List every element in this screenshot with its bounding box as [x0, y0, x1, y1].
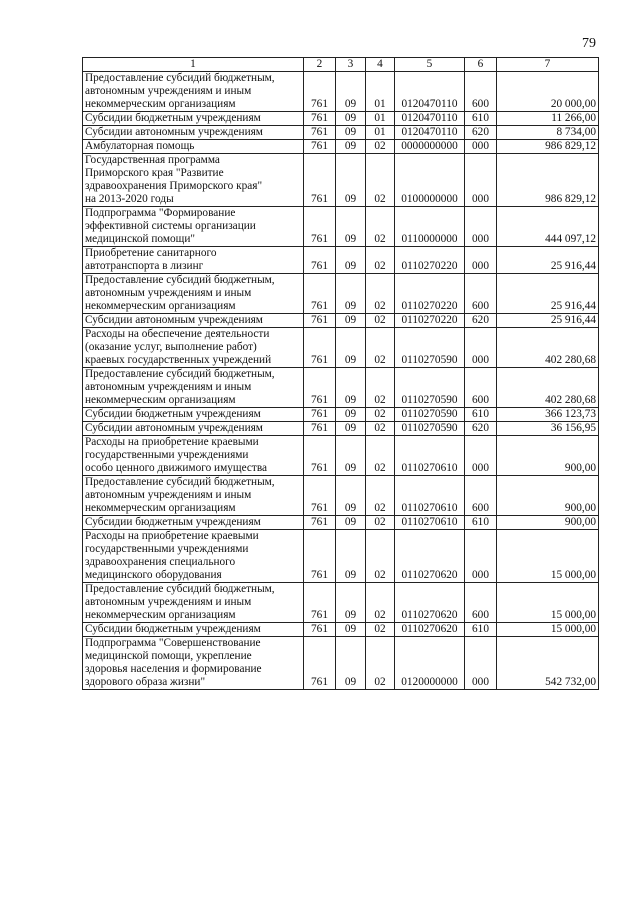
section-code-cell: 09: [336, 72, 366, 112]
target-article-cell: 0120470110: [395, 72, 465, 112]
expense-type-cell: 000: [465, 328, 497, 368]
expense-name-line: автономным учреждениям и иным: [85, 489, 252, 501]
target-article-cell: 0120470110: [395, 126, 465, 140]
expense-name-line: Субсидии автономным учреждениям: [85, 126, 263, 138]
expense-name-line: некоммерческим организациям: [85, 300, 236, 312]
expense-name-line: некоммерческим организациям: [85, 98, 236, 110]
expense-type-cell: 620: [465, 126, 497, 140]
table-body: [83, 72, 599, 690]
expense-name-cell: [83, 207, 304, 247]
ministry-code-cell: 761: [304, 328, 336, 368]
ministry-code-cell: 761: [304, 583, 336, 623]
subsection-code-cell: 02: [366, 530, 395, 583]
expense-name-cell: [83, 140, 304, 154]
table-row: [83, 623, 599, 637]
expense-type-cell: 000: [465, 154, 497, 207]
amount-cell: 15 000,00: [497, 583, 599, 623]
table-row: [83, 583, 599, 623]
ministry-code-cell: 761: [304, 247, 336, 274]
subsection-code-cell: 02: [366, 583, 395, 623]
ministry-code-cell: 761: [304, 476, 336, 516]
amount-cell: 986 829,12: [497, 140, 599, 154]
expense-name-line: Субсидии бюджетным учреждениям: [85, 516, 261, 528]
subsection-code-cell: 02: [366, 207, 395, 247]
expense-name-line: медицинской помощи": [85, 233, 196, 245]
section-code-cell: 09: [336, 154, 366, 207]
target-article-cell: 0110270220: [395, 314, 465, 328]
expense-type-cell: 000: [465, 436, 497, 476]
target-article-cell: 0120000000: [395, 637, 465, 690]
expense-name-cell: [83, 637, 304, 690]
table-row: [83, 476, 599, 516]
amount-cell: 15 000,00: [497, 623, 599, 637]
expense-name-line: Предоставление субсидий бюджетным,: [85, 583, 275, 595]
ministry-code-cell: 761: [304, 422, 336, 436]
table-row: [83, 207, 599, 247]
expense-name-cell: [83, 314, 304, 328]
subsection-code-cell: 02: [366, 140, 395, 154]
subsection-code-cell: 02: [366, 623, 395, 637]
section-code-cell: 09: [336, 623, 366, 637]
amount-cell: 402 280,68: [497, 368, 599, 408]
target-article-cell: 0110270220: [395, 247, 465, 274]
expense-name-line: Подпрограмма "Совершенствование: [85, 637, 261, 649]
section-code-cell: 09: [336, 516, 366, 530]
section-code-cell: 09: [336, 408, 366, 422]
expense-name-line: Приморского края "Развитие: [85, 167, 224, 179]
target-article-cell: 0110270590: [395, 328, 465, 368]
amount-cell: 25 916,44: [497, 314, 599, 328]
ministry-code-cell: 761: [304, 112, 336, 126]
expense-name-line: Подпрограмма "Формирование: [85, 207, 236, 219]
page-number: 79: [582, 36, 596, 51]
expense-name-line: автотранспорта в лизинг: [85, 260, 204, 272]
ministry-code-cell: 761: [304, 154, 336, 207]
expense-name-cell: [83, 247, 304, 274]
amount-cell: 542 732,00: [497, 637, 599, 690]
subsection-code-cell: 02: [366, 274, 395, 314]
subsection-code-cell: 01: [366, 112, 395, 126]
table-row: [83, 247, 599, 274]
target-article-cell: 0110270590: [395, 368, 465, 408]
expense-name-line: автономным учреждениям и иным: [85, 596, 252, 608]
ministry-code-cell: 761: [304, 516, 336, 530]
expense-name-line: Государственная программа: [85, 154, 220, 166]
expense-name-cell: [83, 408, 304, 422]
expense-name-line: Субсидии бюджетным учреждениям: [85, 408, 261, 420]
expense-name-cell: [83, 368, 304, 408]
expense-name-line: Субсидии автономным учреждениям: [85, 314, 263, 326]
expense-type-cell: 000: [465, 247, 497, 274]
expense-name-line: Предоставление субсидий бюджетным,: [85, 274, 275, 286]
expense-name-line: некоммерческим организациям: [85, 609, 236, 621]
subsection-code-cell: 02: [366, 516, 395, 530]
expense-type-cell: 610: [465, 112, 497, 126]
subsection-code-cell: 02: [366, 314, 395, 328]
section-code-cell: 09: [336, 247, 366, 274]
column-header-1: 1: [83, 58, 304, 72]
target-article-cell: 0110270610: [395, 516, 465, 530]
amount-cell: 900,00: [497, 436, 599, 476]
expense-type-cell: 000: [465, 530, 497, 583]
expense-type-cell: 610: [465, 516, 497, 530]
column-header-4: 4: [366, 58, 395, 72]
section-code-cell: 09: [336, 476, 366, 516]
column-header-7: 7: [497, 58, 599, 72]
expense-type-cell: 600: [465, 274, 497, 314]
amount-cell: 366 123,73: [497, 408, 599, 422]
target-article-cell: 0110270590: [395, 422, 465, 436]
expense-name-line: здравоохранения специального: [85, 556, 236, 568]
expense-name-line: автономным учреждениям и иным: [85, 381, 252, 393]
section-code-cell: 09: [336, 637, 366, 690]
section-code-cell: 09: [336, 126, 366, 140]
amount-cell: 402 280,68: [497, 328, 599, 368]
expense-name-cell: [83, 112, 304, 126]
expense-name-line: здоровья населения и формирование: [85, 663, 262, 675]
table-row: [83, 422, 599, 436]
budget-table: [82, 57, 599, 690]
amount-cell: 11 266,00: [497, 112, 599, 126]
target-article-cell: 0110270620: [395, 623, 465, 637]
expense-name-line: Субсидии бюджетным учреждениям: [85, 112, 261, 124]
ministry-code-cell: 761: [304, 623, 336, 637]
expense-name-cell: [83, 126, 304, 140]
expense-type-cell: 600: [465, 368, 497, 408]
expense-name-line: краевых государственных учреждений: [85, 354, 272, 366]
expense-name-line: Расходы на приобретение краевыми: [85, 436, 259, 448]
target-article-cell: 0120470110: [395, 112, 465, 126]
expense-name-cell: [83, 623, 304, 637]
target-article-cell: 0110000000: [395, 207, 465, 247]
expense-name-line: особо ценного движимого имущества: [85, 462, 268, 474]
ministry-code-cell: 761: [304, 637, 336, 690]
target-article-cell: 0110270220: [395, 274, 465, 314]
column-header-5: 5: [395, 58, 465, 72]
expense-name-line: Предоставление субсидий бюджетным,: [85, 476, 275, 488]
expense-type-cell: 610: [465, 408, 497, 422]
target-article-cell: 0110270620: [395, 530, 465, 583]
table-row: [83, 72, 599, 112]
expense-name-line: Расходы на обеспечение деятельности: [85, 328, 270, 340]
expense-name-cell: [83, 154, 304, 207]
amount-cell: 20 000,00: [497, 72, 599, 112]
expense-name-line: эффективной системы организации: [85, 220, 256, 232]
subsection-code-cell: 02: [366, 247, 395, 274]
expense-type-cell: 600: [465, 476, 497, 516]
ministry-code-cell: 761: [304, 72, 336, 112]
table-row: [83, 637, 599, 690]
expense-name-line: некоммерческим организациям: [85, 502, 236, 514]
target-article-cell: 0100000000: [395, 154, 465, 207]
ministry-code-cell: 761: [304, 274, 336, 314]
expense-type-cell: 000: [465, 637, 497, 690]
expense-name-cell: [83, 436, 304, 476]
amount-cell: 25 916,44: [497, 247, 599, 274]
subsection-code-cell: 02: [366, 328, 395, 368]
ministry-code-cell: 761: [304, 207, 336, 247]
table-row: [83, 436, 599, 476]
amount-cell: 900,00: [497, 516, 599, 530]
expense-name-cell: [83, 72, 304, 112]
column-header-2: 2: [304, 58, 336, 72]
target-article-cell: 0110270590: [395, 408, 465, 422]
amount-cell: 36 156,95: [497, 422, 599, 436]
amount-cell: 986 829,12: [497, 154, 599, 207]
ministry-code-cell: 761: [304, 126, 336, 140]
column-header-3: 3: [336, 58, 366, 72]
section-code-cell: 09: [336, 314, 366, 328]
section-code-cell: 09: [336, 207, 366, 247]
table-row: [83, 140, 599, 154]
expense-name-cell: [83, 583, 304, 623]
table-row: [83, 368, 599, 408]
expense-name-line: автономным учреждениям и иным: [85, 85, 252, 97]
subsection-code-cell: 02: [366, 436, 395, 476]
table-row: [83, 154, 599, 207]
expense-name-cell: [83, 530, 304, 583]
expense-name-cell: [83, 274, 304, 314]
expense-name-line: Субсидии бюджетным учреждениям: [85, 623, 261, 635]
expense-name-cell: [83, 476, 304, 516]
table-row: [83, 126, 599, 140]
target-article-cell: 0110270620: [395, 583, 465, 623]
table-row: [83, 112, 599, 126]
expense-name-line: Субсидии автономным учреждениям: [85, 422, 263, 434]
section-code-cell: 09: [336, 328, 366, 368]
expense-name-line: автономным учреждениям и иным: [85, 287, 252, 299]
table-row: [83, 408, 599, 422]
amount-cell: 8 734,00: [497, 126, 599, 140]
ministry-code-cell: 761: [304, 368, 336, 408]
section-code-cell: 09: [336, 530, 366, 583]
expense-type-cell: 600: [465, 583, 497, 623]
expense-name-cell: [83, 422, 304, 436]
expense-name-line: Амбулаторная помощь: [85, 140, 195, 152]
expense-name-line: государственными учреждениями: [85, 543, 249, 555]
expense-name-line: Приобретение санитарного: [85, 247, 217, 259]
subsection-code-cell: 02: [366, 368, 395, 408]
section-code-cell: 09: [336, 140, 366, 154]
ministry-code-cell: 761: [304, 408, 336, 422]
expense-name-line: здравоохранения Приморского края": [85, 180, 263, 192]
expense-type-cell: 610: [465, 623, 497, 637]
section-code-cell: 09: [336, 112, 366, 126]
expense-name-line: некоммерческим организациям: [85, 394, 236, 406]
table-row: [83, 530, 599, 583]
target-article-cell: 0110270610: [395, 436, 465, 476]
ministry-code-cell: 761: [304, 314, 336, 328]
table-row: [83, 314, 599, 328]
subsection-code-cell: 02: [366, 637, 395, 690]
amount-cell: 444 097,12: [497, 207, 599, 247]
subsection-code-cell: 02: [366, 422, 395, 436]
subsection-code-cell: 02: [366, 154, 395, 207]
ministry-code-cell: 761: [304, 530, 336, 583]
expense-name-line: Расходы на приобретение краевыми: [85, 530, 259, 542]
expense-name-line: Предоставление субсидий бюджетным,: [85, 368, 275, 380]
ministry-code-cell: 761: [304, 436, 336, 476]
expense-type-cell: 000: [465, 140, 497, 154]
column-header-6: 6: [465, 58, 497, 72]
header-row: [83, 58, 599, 72]
expense-name-line: Предоставление субсидий бюджетным,: [85, 72, 275, 84]
subsection-code-cell: 02: [366, 476, 395, 516]
amount-cell: 900,00: [497, 476, 599, 516]
expense-type-cell: 620: [465, 422, 497, 436]
amount-cell: 15 000,00: [497, 530, 599, 583]
expense-type-cell: 600: [465, 72, 497, 112]
subsection-code-cell: 01: [366, 126, 395, 140]
table-row: [83, 516, 599, 530]
ministry-code-cell: 761: [304, 140, 336, 154]
expense-type-cell: 620: [465, 314, 497, 328]
section-code-cell: 09: [336, 583, 366, 623]
amount-cell: 25 916,44: [497, 274, 599, 314]
expense-name-line: медицинской помощи, укрепление: [85, 650, 252, 662]
expense-name-line: медицинского оборудования: [85, 569, 222, 581]
subsection-code-cell: 01: [366, 72, 395, 112]
expense-type-cell: 000: [465, 207, 497, 247]
table-row: [83, 274, 599, 314]
target-article-cell: 0110270610: [395, 476, 465, 516]
section-code-cell: 09: [336, 422, 366, 436]
section-code-cell: 09: [336, 368, 366, 408]
table-row: [83, 328, 599, 368]
section-code-cell: 09: [336, 274, 366, 314]
expense-name-line: государственными учреждениями: [85, 449, 249, 461]
section-code-cell: 09: [336, 436, 366, 476]
target-article-cell: 0000000000: [395, 140, 465, 154]
expense-name-line: здорового образа жизни": [85, 676, 206, 688]
table-header: [83, 58, 599, 72]
expense-name-line: на 2013-2020 годы: [85, 193, 174, 205]
expense-name-line: (оказание услуг, выполнение работ): [85, 341, 257, 353]
expense-name-cell: [83, 328, 304, 368]
subsection-code-cell: 02: [366, 408, 395, 422]
expense-name-cell: [83, 516, 304, 530]
